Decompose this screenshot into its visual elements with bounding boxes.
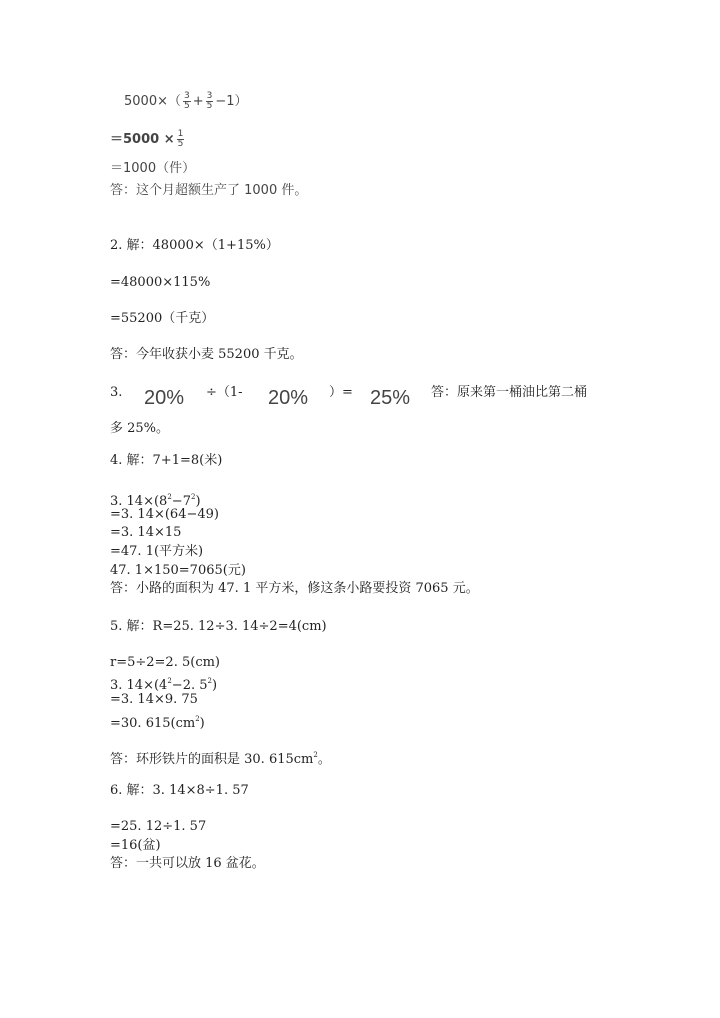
- p1-fraction-3: [177, 130, 185, 149]
- p5-line3: [110, 673, 217, 694]
- p3-percent-3: 25%: [370, 387, 411, 409]
- p1-fraction-1: [183, 92, 191, 111]
- p4-line6: 47. 1×150=7065(元): [110, 563, 246, 578]
- p5-line4: =3. 14×9. 75: [110, 692, 198, 707]
- p1-line1: [124, 92, 248, 111]
- p5-answer: [110, 747, 331, 768]
- p1-f3-num: 1: [177, 129, 184, 139]
- p4-line2-a: 3. 14×(8: [110, 494, 168, 509]
- p4-line1: 4. 解：7+1=8(米): [110, 453, 223, 468]
- p1-f1-num: 3: [183, 91, 190, 101]
- p6-line1: 6. 解：3. 14×8÷1. 57: [110, 783, 249, 798]
- p4-line4: =3. 14×15: [110, 525, 182, 540]
- p1-f3-den: 5: [177, 139, 184, 149]
- p5-line5: [110, 711, 205, 732]
- p4-answer: 答：小路的面积为 47. 1 平方米，修这条小路要投资 7065 元。: [110, 581, 479, 596]
- p2-line2: =48000×115%: [110, 275, 211, 290]
- p3-answer-2: 多 25%。: [110, 421, 170, 436]
- p5-line3-b: −2. 5: [171, 678, 208, 693]
- p2-line3: =55200（千克）: [110, 311, 215, 326]
- p4-line2-b: −7: [171, 494, 191, 509]
- p1-line3: ＝1000（件）: [110, 161, 196, 176]
- p2-line1: 2. 解：48000×（1+15%）: [110, 238, 279, 253]
- p5-line3-sup1: 2: [167, 677, 172, 685]
- p4-line2-sup1: 2: [167, 493, 172, 501]
- p1-answer: 答：这个月超额生产了 1000 件。: [110, 183, 308, 198]
- p1-f1-den: 5: [183, 101, 190, 111]
- p5-line1: 5. 解：R=25. 12÷3. 14÷2=4(cm): [110, 619, 327, 634]
- p5-line5-sup: 2: [195, 715, 200, 723]
- p4-line2-sup2: 2: [190, 493, 196, 501]
- p3-percent-2: 20%: [268, 387, 309, 409]
- p5-answer-b: 。: [317, 752, 331, 767]
- p1-plus: +: [192, 94, 204, 109]
- p1-line2-a: ＝5000 ×: [110, 132, 175, 147]
- p5-line5-a: =30. 615(cm: [110, 716, 196, 731]
- p4-line2-c: ): [195, 494, 201, 509]
- p5-line3-a: 3. 14×(4: [110, 678, 168, 693]
- p4-line3: =3. 14×(64−49): [110, 507, 219, 522]
- p1-f2-den: 5: [206, 101, 213, 111]
- p3-percent-1: 20%: [144, 387, 185, 409]
- p1-line2: [110, 130, 186, 149]
- p5-line2: r=5÷2=2. 5(cm): [110, 655, 220, 670]
- p1-f2-num: 3: [206, 91, 213, 101]
- p6-answer: 答：一共可以放 16 盆花。: [110, 856, 265, 871]
- p3-number: 3.: [110, 385, 123, 400]
- p5-line5-b: ): [199, 716, 205, 731]
- p5-line3-sup2: 2: [207, 677, 212, 685]
- p3-answer-1: 答：原来第一桶油比第二桶: [431, 385, 588, 400]
- p1-line1-a: 5000×（: [124, 94, 181, 109]
- p3-equals: ）=: [329, 385, 353, 400]
- p1-line1-b: −1）: [215, 94, 248, 109]
- p1-fraction-2: [206, 92, 214, 111]
- p3-divide: ÷（1-: [206, 385, 243, 400]
- p5-answer-a: 答：环形铁片的面积是 30. 615cm: [110, 752, 314, 767]
- p5-answer-sup: 2: [313, 751, 318, 759]
- p6-line3: =16(盆): [110, 838, 161, 853]
- p6-line2: =25. 12÷1. 57: [110, 819, 207, 834]
- p2-answer: 答：今年收获小麦 55200 千克。: [110, 347, 303, 362]
- p5-line3-c: ): [211, 678, 218, 693]
- p4-line5: =47. 1(平方米): [110, 544, 204, 559]
